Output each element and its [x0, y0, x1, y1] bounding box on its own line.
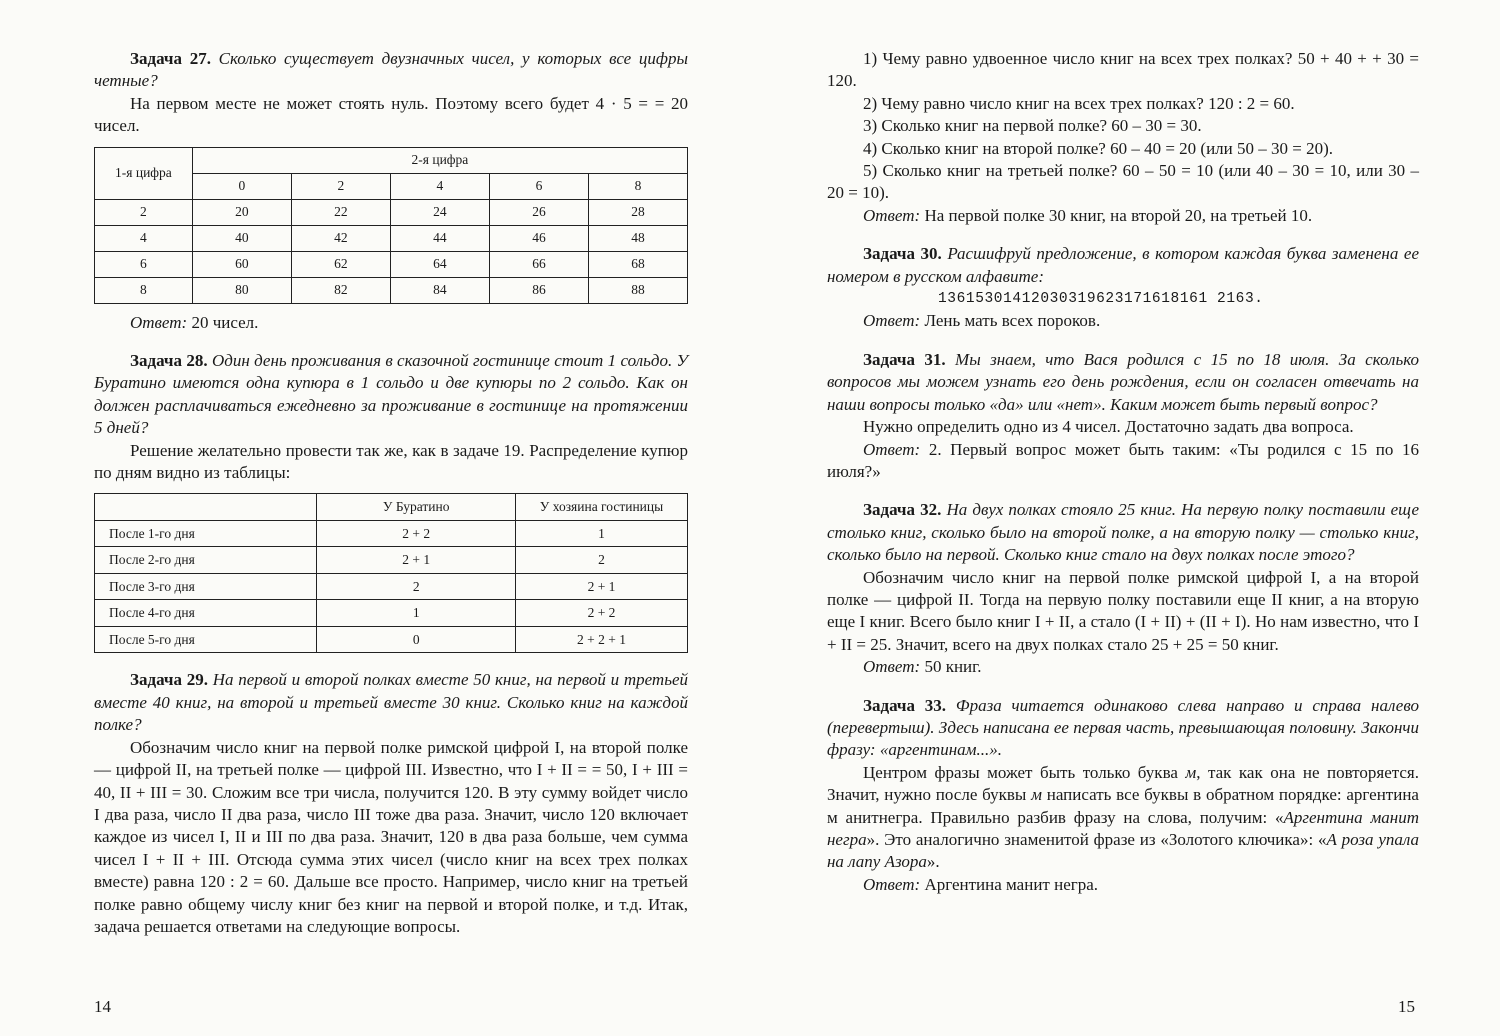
task-31-label: Задача 31.	[863, 349, 946, 369]
table-row	[95, 626, 688, 653]
table-digit: 0	[192, 173, 291, 199]
table-cell: 22	[291, 199, 390, 225]
task-33-solution	[827, 762, 1419, 874]
table-cell: 48	[588, 225, 687, 251]
table-row	[95, 251, 688, 277]
task-33-label: Задача 33.	[863, 695, 947, 715]
task-30-label: Задача 30.	[863, 244, 942, 264]
task-31-answer	[827, 439, 1419, 484]
task-29-statement	[94, 669, 688, 736]
solution-part: ».	[926, 852, 940, 872]
table-header: У Буратино	[317, 494, 516, 521]
answer-label: Ответ:	[863, 874, 921, 894]
table-cell: После 1-го дня	[95, 520, 317, 547]
task-29-step-1: 1) Чему равно удвоенное число книг на всех трех полках? 50 + 40 + + 30 = 120.	[827, 49, 1419, 91]
table-cell: 2	[95, 199, 193, 225]
letter-m: м	[1031, 785, 1042, 805]
table-cell: 66	[489, 251, 588, 277]
task-30-answer	[827, 310, 1419, 332]
page-number-right: 15	[1398, 997, 1415, 1016]
answer-text: На первой полке 30 книг, на второй 20, на третьей 10.	[920, 205, 1313, 225]
answer-text: 50 книг.	[920, 657, 982, 677]
task-33-statement	[827, 695, 1419, 762]
table-cell: 64	[390, 251, 489, 277]
task-30-question: Расшифруй предложение, в котором каждая буква заменена ее номером в русском алфавите:	[827, 244, 1419, 286]
task-30-code: 13615301412030319623171618161 2163.	[938, 291, 1264, 308]
task-27-question: Сколько существует двузначных чисел, у которых все цифры четные?	[94, 49, 688, 91]
table-cell: 28	[588, 199, 687, 225]
table-digit: 4	[390, 173, 489, 199]
task-27-solution: На первом месте не может стоять нуль. Поэтому всего будет 4 · 5 = = 20 чисел.	[94, 93, 688, 136]
palindrome-phrase: Аргентина манит негра	[827, 807, 1419, 849]
task-27-statement	[94, 48, 688, 93]
table-row	[95, 277, 688, 303]
task-32-answer	[827, 656, 1419, 678]
table-header-first-digit: 1-я цифра	[95, 147, 193, 199]
answer-label: Ответ:	[863, 311, 921, 331]
table-cell: 40	[192, 225, 291, 251]
task-33-answer	[827, 874, 1419, 896]
table-row	[95, 573, 688, 600]
task-32-statement	[827, 499, 1419, 566]
task-29-step-3: 3) Сколько книг на первой полке? 60 – 30 = 30.	[863, 116, 1202, 136]
task-29-label: Задача 29.	[130, 670, 208, 690]
right-column	[827, 48, 1419, 896]
solution-part: написать все буквы в обратном порядке: аргентина м анитнегра. Правильно разбив фразу на слова, получим: «	[827, 785, 1419, 827]
table-cell: 0	[317, 626, 516, 653]
table-cell: 2	[317, 573, 516, 600]
table-digit: 2	[291, 173, 390, 199]
table-row	[95, 199, 688, 225]
table-cell: После 2-го дня	[95, 547, 317, 574]
table-header: У хозяина гостиницы	[516, 494, 688, 521]
task-32-solution: Обозначим число книг на первой полке римской цифрой I, а на второй полке — цифрой II. Тогда на первую полку поставили еще II книг, а на вторую еще I книг. Всего было книг I + II, а стало (I + II) + (II + I). Но нам известно, что I + II = 25. Значит, всего на двух полках стало 25 + 25 = 50 книг.	[827, 567, 1419, 654]
right-page	[750, 0, 1500, 1036]
table-header	[95, 494, 317, 521]
table-cell: 82	[291, 277, 390, 303]
task-28-label: Задача 28.	[130, 351, 208, 371]
left-column	[94, 48, 688, 938]
task-27-table	[94, 147, 688, 304]
task-29-solution: Обозначим число книг на первой полке римской цифрой I, на второй полке — цифрой II, на третьей полке — цифрой III. Известно, что I + II = = 50, I + III = 40, II + III = 30. Сложим все три числа, получится 120. В эту сумму войдет число I два раза, число II два раза, число III тоже два раза. Значит, число 120 включает каждое из чисел I, II и III по два раза. Значит, 120 в два раза больше, чем сумма чисел I + II + III. Отсюда сумма этих чисел (число книг на всех трех полках вместе) равна 120 : 2 = 60. Дальше все просто. Например, число книг на третьей полке равно общему числу книг без книг на первой и второй полке, и т.д. Итак, задача решается ответами на следующие вопросы.	[94, 737, 688, 936]
solution-part: , так как она не повторяется. Значит, нужно после буквы	[827, 762, 1419, 805]
table-cell: 2	[516, 547, 688, 574]
table-cell: 86	[489, 277, 588, 303]
table-cell: После 3-го дня	[95, 573, 317, 600]
table-cell: 68	[588, 251, 687, 277]
task-29-answer	[827, 205, 1419, 227]
task-29-question: На первой и второй полках вместе 50 книг, на первой и третьей вместе 40 книг, на второй и третьей вместе 30 книг. Сколько книг на каждой полке?	[94, 670, 688, 735]
famous-phrase: А роза упала на лапу Азора	[827, 830, 1420, 872]
table-cell: 26	[489, 199, 588, 225]
answer-text: Лень мать всех пороков.	[920, 311, 1101, 331]
table-cell: 1	[516, 520, 688, 547]
answer-label: Ответ:	[863, 205, 921, 225]
page-number-left: 14	[94, 997, 111, 1016]
task-28-question: Один день проживания в сказочной гостинице стоит 1 сольдо. У Буратино имеются одна купюра в 1 сольдо и две купюры по 2 сольдо. Как он должен расплачиваться ежедневно за проживание в гостинице на протяжении 5 дней?	[94, 351, 688, 438]
table-cell: 46	[489, 225, 588, 251]
table-cell: 20	[192, 199, 291, 225]
table-cell: 88	[588, 277, 687, 303]
table-cell: После 4-го дня	[95, 600, 317, 627]
task-32-question: На двух полках стояло 25 книг. На первую полку поставили еще столько книг, сколько было на второй полке, а на вторую полку — столько книг, сколько было на первой. Сколько книг стало на двух полках после этого?	[827, 500, 1419, 565]
table-header-row	[95, 494, 688, 521]
answer-label: Ответ:	[130, 312, 188, 332]
table-row	[95, 547, 688, 574]
task-28-solution: Решение желательно провести так же, как в задаче 19. Распределение купюр по дням видно из таблицы:	[94, 440, 688, 483]
table-cell: 2 + 1	[516, 573, 688, 600]
letter-m: м	[1185, 762, 1197, 782]
table-cell: После 5-го дня	[95, 626, 317, 653]
answer-label: Ответ:	[863, 657, 921, 677]
task-28-statement	[94, 350, 688, 440]
table-cell: 80	[192, 277, 291, 303]
table-cell: 24	[390, 199, 489, 225]
task-27-answer	[94, 312, 688, 334]
table-header-second-digit: 2-я цифра	[192, 147, 687, 173]
table-digit: 8	[588, 173, 687, 199]
answer-text: Аргентина манит негра.	[920, 874, 1099, 894]
table-cell: 60	[192, 251, 291, 277]
table-cell: 2 + 2	[516, 600, 688, 627]
task-33-question: Фраза читается одинаково слева направо и справа налево (перевертыш). Здесь написана ее первая часть, превышающая половину. Закончи фразу: «аргентинам...».	[827, 695, 1419, 760]
answer-text: 2. Первый вопрос может быть таким: «Ты родился с 15 по 16 июля?»	[827, 439, 1419, 481]
task-29-step-4: 4) Сколько книг на второй полке? 60 – 40 = 20 (или 50 – 30 = 20).	[863, 138, 1333, 158]
task-31-question: Мы знаем, что Вася родился с 15 по 18 июля. За сколько вопросов мы можем узнать его день рождения, если он согласен отвечать на наши вопросы только «да» или «нет». Каким может быть первый вопрос?	[827, 349, 1419, 414]
task-27-label: Задача 27.	[130, 49, 211, 68]
table-cell: 44	[390, 225, 489, 251]
task-29-step-5: 5) Сколько книг на третьей полке? 60 – 50 = 10 (или 40 – 30 = 10, или 30 – 20 = 10).	[827, 161, 1419, 203]
table-cell: 2 + 2 + 1	[516, 626, 688, 653]
answer-text: 20 чисел.	[187, 312, 259, 332]
task-32-label: Задача 32.	[863, 500, 942, 520]
answer-label: Ответ:	[863, 439, 921, 459]
task-29-step-2: 2) Чему равно число книг на всех трех полках? 120 : 2 = 60.	[863, 93, 1295, 113]
task-31-solution: Нужно определить одно из 4 чисел. Достаточно задать два вопроса.	[863, 417, 1354, 437]
table-cell: 4	[95, 225, 193, 251]
table-digit: 6	[489, 173, 588, 199]
table-cell: 8	[95, 277, 193, 303]
task-28-table	[94, 493, 688, 653]
table-cell: 42	[291, 225, 390, 251]
table-row	[95, 225, 688, 251]
solution-part: ». Это аналогично знаменитой фразе из «Золотого ключика»: «	[866, 830, 1327, 849]
table-cell: 2 + 1	[317, 547, 516, 574]
table-row	[95, 600, 688, 627]
table-cell: 2 + 2	[317, 520, 516, 547]
table-cell: 62	[291, 251, 390, 277]
table-cell: 6	[95, 251, 193, 277]
table-cell: 1	[317, 600, 516, 627]
table-cell: 84	[390, 277, 489, 303]
solution-part: Центром фразы может быть только буква	[863, 762, 1186, 782]
task-30-statement	[827, 243, 1419, 288]
table-row	[95, 520, 688, 547]
task-31-statement	[827, 349, 1419, 416]
